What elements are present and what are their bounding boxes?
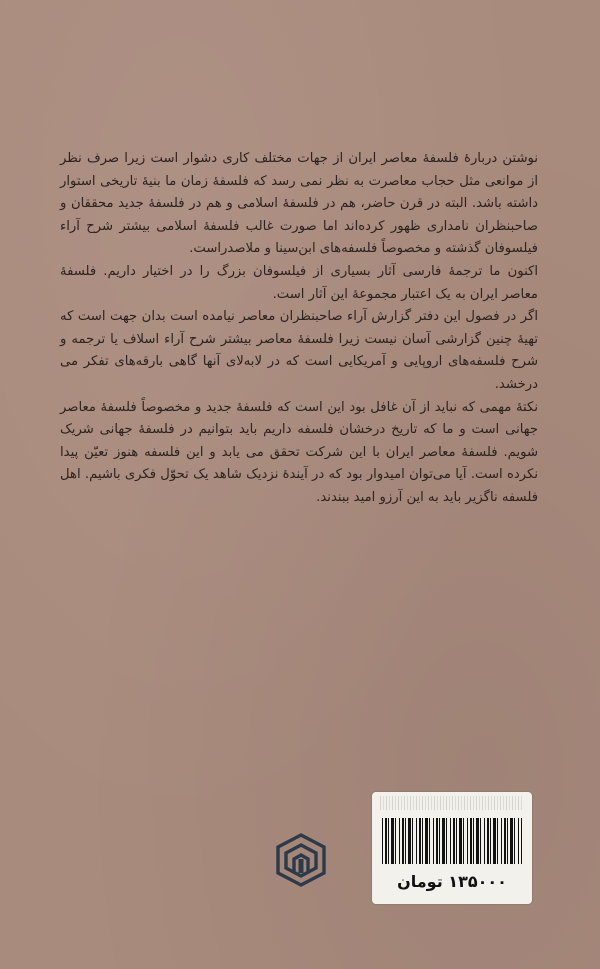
paragraph-2: اکنون ما ترجمهٔ فارسی آثار بسیاری از فیلسوفان بزرگ را در اختیار داریم. فلسفهٔ معاصر ایران به یک اعتبار مجموعهٔ این آثار است. (60, 263, 538, 302)
paragraph-4: نکتهٔ مهمی که نباید از آن غافل بود این است که فلسفهٔ جدید و مخصوصاً فلسفهٔ معاصر جهانی است و ما که تاریخ درخشان فلسفه داریم باید بتوانیم در فلسفهٔ جهانی شریک شویم. فلسفهٔ معاصر ایران با این شرکت تحقق می یابد و این فلسفه هنوز تعیّن پیدا نکرده است. آیا می‌توان امیدوار بود که در آیندهٔ نزدیک شاهد یک تحوّل فکری باشیم. اهل فلسفه ناگزیر باید به این آرزو امید ببندند. (60, 399, 538, 505)
paragraph-1: نوشتن دربارهٔ فلسفهٔ معاصر ایران از جهات مختلف کاری دشوار است زیرا صرف نظر از موانعی مثل حجاب معاصرت به نظر نمی رسد که فلسفهٔ زمان ما بنیهٔ تاریخی استوار داشته باشد. البته در قرن حاضر، هم در فلسفهٔ اسلامی و هم در فلسفهٔ جدید محققان و صاحبنظران نامداری ظهور کرده‌اند اما صورت غالب فلسفهٔ اسلامی بیشتر شرح آراء فیلسوفان گذشته و مخصوصاً فلسفه‌های ابن‌سینا و ملاصدراست. (60, 151, 538, 257)
price-label: ۱۳۵۰۰۰ تومان (397, 872, 507, 891)
price-sticker (372, 792, 532, 904)
paragraph-3: اگر در فصول این دفتر گزارش آراء صاحبنظران معاصر نیامده است بدان جهت است که تهیهٔ چنین گزارشی آسان نیست زیرا فلسفهٔ معاصر بیشتر شرح آراء اسلاف یا ترجمه و شرح فلسفه‌های اروپایی و آمریکایی است که در لابه‌لای آنها گاهی بارقه‌های تفکر می درخشد. (60, 309, 538, 392)
back-cover-text (60, 148, 538, 510)
faint-barcode (380, 796, 524, 810)
barcode (382, 818, 522, 864)
publisher-logo-svg (272, 831, 330, 889)
publisher-logo-icon (272, 831, 330, 889)
